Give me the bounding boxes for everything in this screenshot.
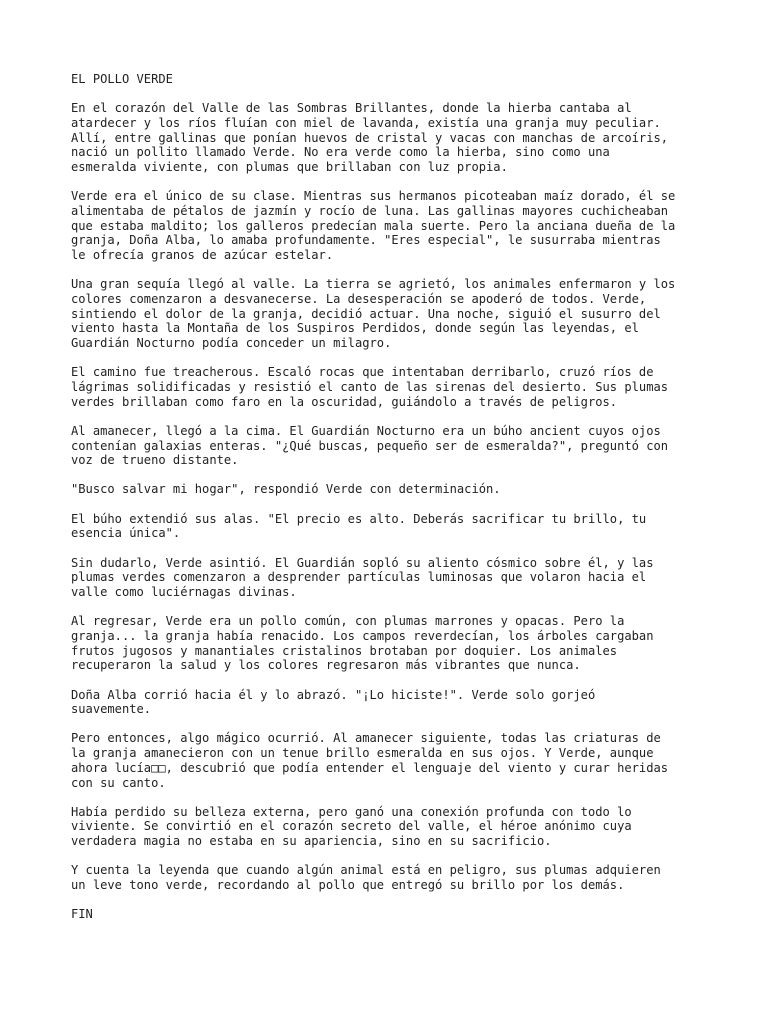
story-paragraph [71, 688, 701, 717]
story-paragraph [71, 863, 701, 892]
paragraph-line: Una gran sequía llegó al valle. La tierra se agrietó, los animales enfermaron y los [71, 277, 676, 292]
paragraph-line: granja, Doña Alba, lo amaba profundamente. "Eres especial", le susurraba mientras [71, 233, 661, 248]
paragraph-line: viviente. Se convirtió en el corazón secreto del valle, el héroe anónimo cuya [71, 819, 632, 834]
paragraph-line: contenían galaxias enteras. "¿Qué buscas, pequeño ser de esmeralda?", preguntó con [71, 438, 669, 453]
paragraph-line: lágrimas solidificadas y resistió el canto de las sirenas del desierto. Sus plumas [71, 379, 669, 394]
paragraph-line: sintiendo el dolor de la granja, decidió actuar. Una noche, siguió el susurro del [71, 306, 661, 321]
story-text [71, 72, 701, 922]
paragraph-line: Doña Alba corrió hacia él y lo abrazó. "¡Lo hiciste!". Verde solo gorjeó [71, 687, 596, 702]
paragraph-line: que estaba maldito; los galleros predecían mala suerte. Pero la anciana dueña de la [71, 218, 676, 233]
story-paragraph [71, 277, 701, 351]
paragraph-line: con su canto. [71, 775, 166, 790]
paragraph-line: Allí, entre gallinas que ponían huevos de cristal y vacas con manchas de arcoíris, [71, 130, 669, 145]
paragraph-line: colores comenzaron a desvanecerse. La desesperación se apoderó de todos. Verde, [71, 291, 647, 306]
story-ending: FIN [71, 907, 93, 922]
paragraph-line: Pero entonces, algo mágico ocurrió. Al amanecer siguiente, todas las criaturas de [71, 731, 661, 746]
story-paragraph [71, 614, 701, 673]
paragraph-line: Verde era el único de su clase. Mientras sus hermanos picoteaban maíz dorado, él se [71, 189, 676, 204]
story-paragraph [71, 556, 701, 600]
paragraph-line: Había perdido su belleza externa, pero ganó una conexión profunda con todo lo [71, 804, 632, 819]
paragraph-line: ahora lucía□□, descubrió que podía entender el lenguaje del viento y curar heridas [71, 760, 669, 775]
story-paragraph [71, 482, 701, 497]
paragraph-line: verdes brillaban como faro en la oscuridad, guiándolo a través de peligros. [71, 394, 618, 409]
paragraph-line: Al amanecer, llegó a la cima. El Guardián Nocturno era un búho ancient cuyos ojos [71, 423, 661, 438]
paragraph-line: suavemente. [71, 702, 152, 717]
paragraph-line: atardecer y los ríos fluían con miel de lavanda, existía una granja muy peculiar. [71, 115, 661, 130]
paragraph-line: El búho extendió sus alas. "El precio es alto. Deberás sacrificar tu brillo, tu [71, 511, 647, 526]
paragraph-line: frutos jugosos y manantiales cristalinos brotaban por doquier. Los animales [71, 643, 618, 658]
story-body [71, 101, 701, 893]
paragraph-line: verdadera magia no estaba en su apariencia, sino en su sacrificio. [71, 834, 552, 849]
paragraph-line: valle como luciérnagas divinas. [71, 584, 297, 599]
paragraph-line: esencia única". [71, 526, 181, 541]
story-paragraph [71, 101, 701, 175]
paragraph-line: Al regresar, Verde era un pollo común, con plumas marrones y opacas. Pero la [71, 614, 625, 629]
paragraph-line: En el corazón del Valle de las Sombras Brillantes, donde la hierba cantaba al [71, 101, 632, 116]
paragraph-line: le ofrecía granos de azúcar estelar. [71, 248, 334, 263]
story-paragraph [71, 731, 701, 790]
paragraph-line: El camino fue treacherous. Escaló rocas que intentaban derribarlo, cruzó ríos de [71, 365, 654, 380]
paragraph-line: granja... la granja había renacido. Los campos reverdecían, los árboles cargaban [71, 628, 654, 643]
paragraph-line: recuperaron la salud y los colores regresaron más vibrantes que nunca. [71, 658, 581, 673]
paragraph-line: viento hasta la Montaña de los Suspiros Perdidos, donde según las leyendas, el [71, 321, 639, 336]
paragraph-line: un leve tono verde, recordando al pollo que entregó su brillo por los demás. [71, 878, 625, 893]
story-title: EL POLLO VERDE [71, 72, 173, 86]
story-paragraph [71, 189, 701, 263]
story-paragraph [71, 365, 701, 409]
paragraph-line: Y cuenta la leyenda que cuando algún animal está en peligro, sus plumas adquieren [71, 863, 661, 878]
paragraph-line: "Busco salvar mi hogar", respondió Verde con determinación. [71, 482, 501, 497]
story-paragraph [71, 512, 701, 541]
paragraph-line: esmeralda viviente, con plumas que brillaban con luz propia. [71, 160, 508, 175]
paragraph-line: alimentaba de pétalos de jazmín y rocío de luna. Las gallinas mayores cuchicheaban [71, 203, 669, 218]
paragraph-line: nació un pollito llamado Verde. No era verde como la hierba, sino como una [71, 145, 610, 160]
paragraph-line: Sin dudarlo, Verde asintió. El Guardián sopló su aliento cósmico sobre él, y las [71, 555, 654, 570]
paragraph-line: Guardián Nocturno podía conceder un milagro. [71, 336, 392, 351]
paragraph-line: plumas verdes comenzaron a desprender partículas luminosas que volaron hacia el [71, 570, 647, 585]
paragraph-line: la granja amanecieron con un tenue brillo esmeralda en sus ojos. Y Verde, aunque [71, 746, 654, 761]
story-paragraph [71, 424, 701, 468]
story-paragraph [71, 805, 701, 849]
paragraph-line: voz de trueno distante. [71, 453, 239, 468]
